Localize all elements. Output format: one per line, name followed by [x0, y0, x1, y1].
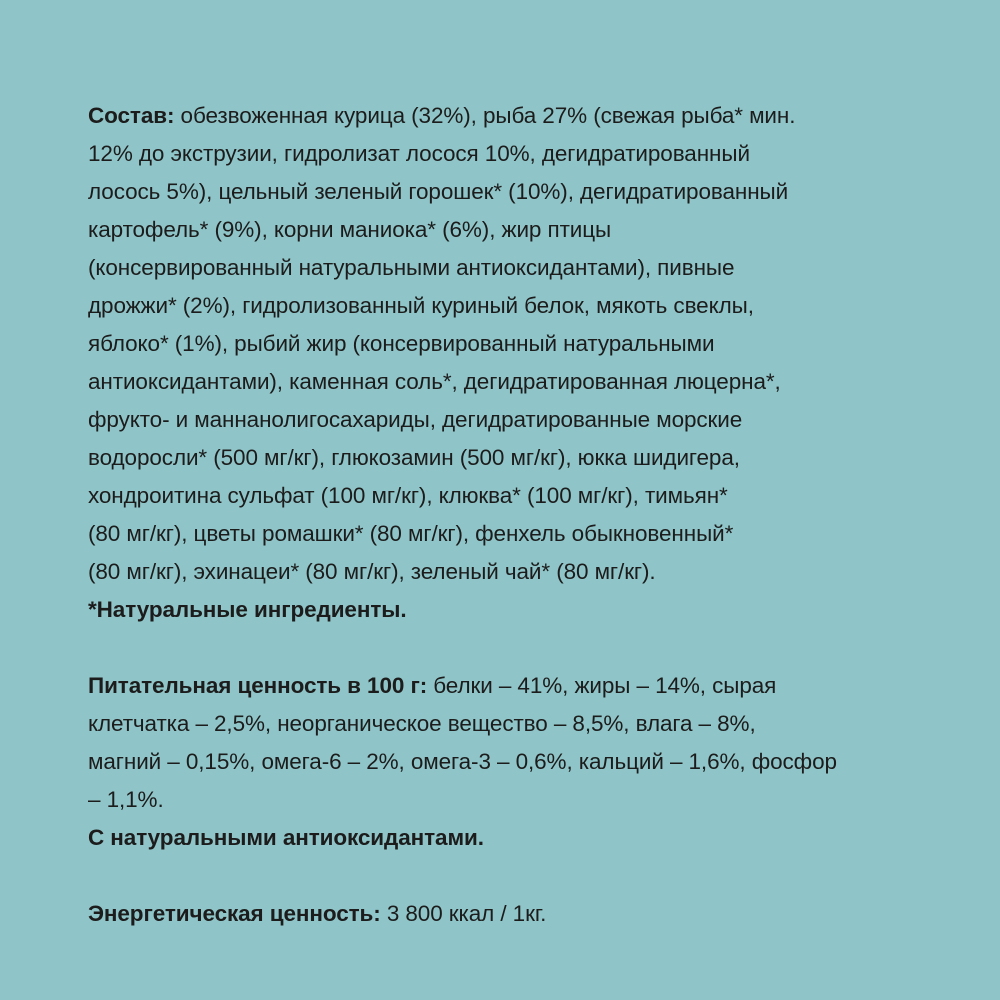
composition-line: водоросли* (500 мг/кг), глюкозамин (500 мг/кг), юкка шидигера,	[88, 445, 740, 470]
nutrition-label: Питательная ценность в 100 г:	[88, 673, 428, 698]
energy-section	[88, 895, 918, 933]
section-spacer	[88, 857, 918, 895]
composition-line: лосось 5%), цельный зеленый горошек* (10%), дегидратированный	[88, 179, 789, 204]
composition-line: антиоксидантами), каменная соль*, дегидратированная люцерна*,	[88, 369, 781, 394]
composition-line: фрукто- и маннанолигосахариды, дегидратированные морские	[88, 407, 743, 432]
nutrition-line: – 1,1%.	[88, 787, 164, 812]
composition-line: яблоко* (1%), рыбий жир (консервированный натуральными	[88, 331, 715, 356]
composition-line: хондроитина сульфат (100 мг/кг), клюква* (100 мг/кг), тимьян*	[88, 483, 728, 508]
energy-label: Энергетическая ценность:	[88, 901, 381, 926]
composition-text: обезвоженная курица (32%), рыба 27% (свежая рыба* мин.	[174, 103, 796, 128]
composition-line: (80 мг/кг), цветы ромашки* (80 мг/кг), фенхель обыкновенный*	[88, 521, 734, 546]
composition-label: Состав:	[88, 103, 175, 128]
composition-line: дрожжи* (2%), гидролизованный куриный белок, мякоть свеклы,	[88, 293, 754, 318]
composition-line: 12% до экструзии, гидролизат лосося 10%, дегидратированный	[88, 141, 750, 166]
energy-value: 3 800 ккал / 1кг.	[380, 901, 547, 926]
nutrition-line: клетчатка – 2,5%, неорганическое вещество – 8,5%, влага – 8%,	[88, 711, 756, 736]
composition-line: картофель* (9%), корни маниока* (6%), жир птицы	[88, 217, 612, 242]
nutrition-line: магний – 0,15%, омега-6 – 2%, омега-3 – 0,6%, кальций – 1,6%, фосфор	[88, 749, 837, 774]
composition-section	[88, 97, 918, 629]
nutrition-section	[88, 667, 918, 857]
product-description	[88, 97, 918, 933]
antioxidants-note: С натуральными антиоксидантами.	[88, 825, 484, 850]
nutrition-line	[88, 667, 918, 705]
composition-line: (консервированный натуральными антиоксидантами), пивные	[88, 255, 735, 280]
natural-ingredients-note: *Натуральные ингредиенты.	[88, 597, 407, 622]
energy-line	[88, 895, 918, 933]
composition-line: (80 мг/кг), эхинацеи* (80 мг/кг), зеленый чай* (80 мг/кг).	[88, 559, 656, 584]
section-spacer	[88, 629, 918, 667]
composition-line	[88, 97, 918, 135]
nutrition-text: белки – 41%, жиры – 14%, сырая	[427, 673, 777, 698]
